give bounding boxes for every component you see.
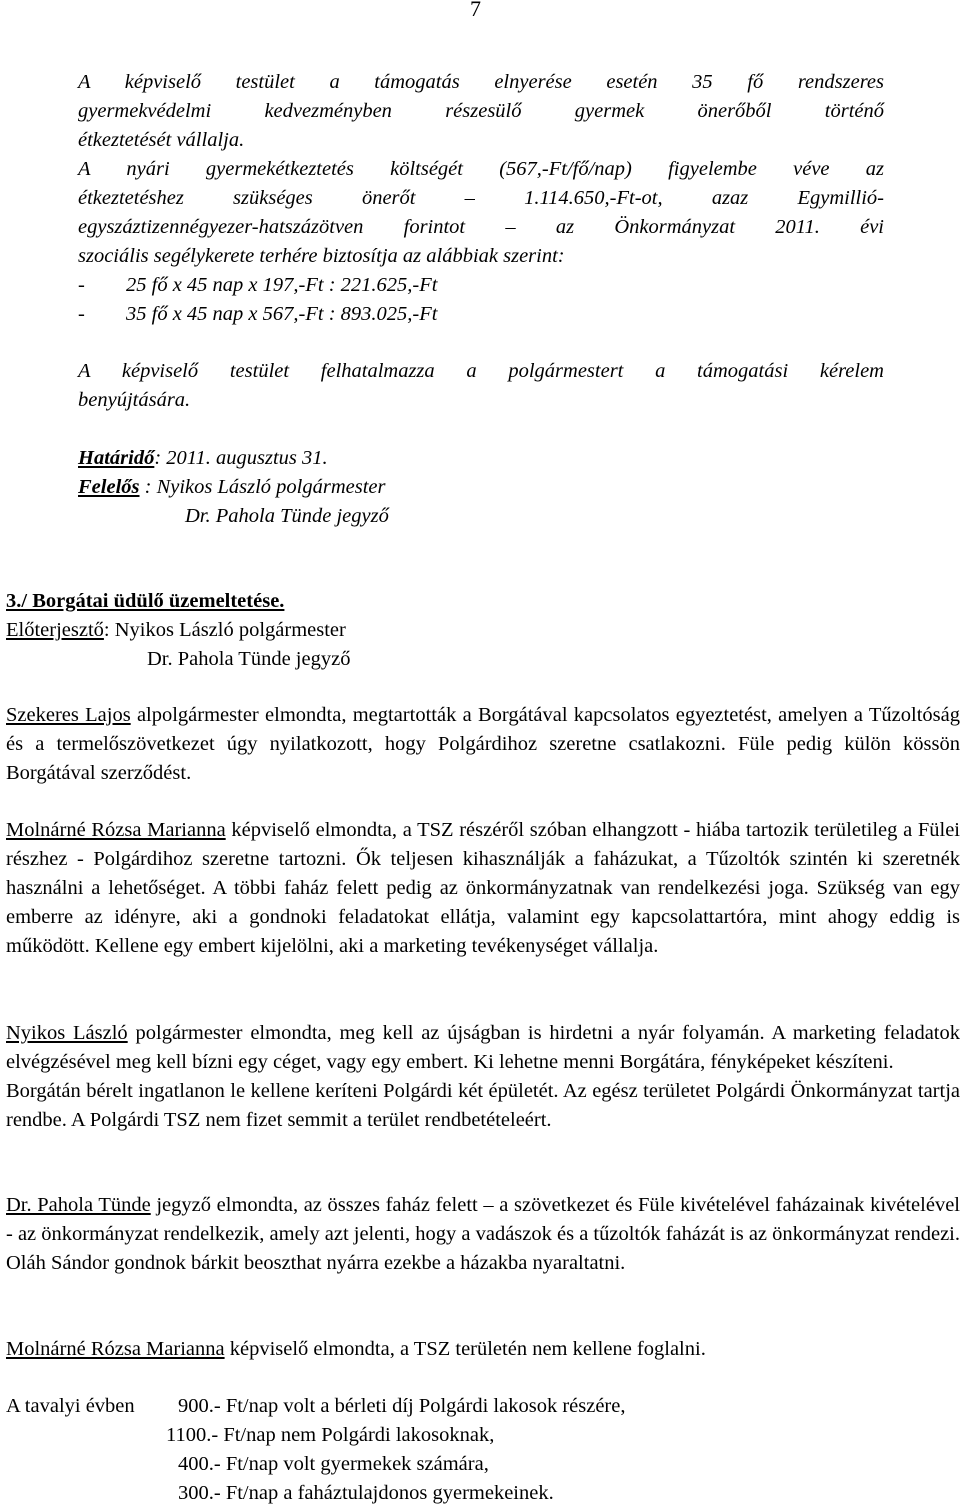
bullet-item	[78, 300, 437, 329]
resolution-line: étkeztetését vállalja.	[78, 129, 245, 151]
authorization-line: benyújtására.	[78, 389, 191, 411]
presenter	[6, 616, 346, 645]
speaker-name: Szekeres Lajos	[6, 704, 131, 726]
speaker-name: Molnárné Rózsa Marianna	[6, 819, 226, 841]
resolution-text	[78, 68, 884, 271]
resolution-line: egyszáztizennégyezer-hatszázötven forintot – az Önkormányzat 2011. évi	[78, 216, 884, 238]
deadline-value: : 2011. augusztus 31.	[154, 447, 328, 469]
bullet-dash: -	[78, 274, 85, 296]
paragraph-text: polgármester elmondta, meg kell az újságban is hirdetni a nyár folyamán. A marketing feladatok elvégzésével meg kell bízni egy céget, vagy egy embert. Ki lehetne menni Borgátára, fényképeket készíteni.	[6, 1022, 960, 1073]
speaker-name: Nyikos László	[6, 1022, 128, 1044]
responsible-label: Felelős	[78, 476, 140, 498]
page-number: 7	[470, 0, 481, 21]
resolution-line: A képviselő testület a támogatás elnyerése esetén 35 fő rendszeres	[78, 71, 884, 93]
paragraph-szekeres	[6, 701, 960, 788]
price-row: 1100.- Ft/nap nem Polgárdi lakosoknak,	[166, 1424, 495, 1446]
paragraph-molnarne	[6, 816, 960, 961]
presenter-label: Előterjesztő	[6, 619, 104, 641]
presenter-second: Dr. Pahola Tünde jegyző	[147, 648, 351, 670]
speaker-name: Molnárné Rózsa Marianna	[6, 1338, 225, 1360]
responsible-second: Dr. Pahola Tünde jegyző	[185, 505, 389, 527]
resolution-line: étkeztetéshez szükséges önerőt – 1.114.650,-Ft-ot, azaz Egymillió-	[78, 187, 884, 209]
paragraph-pahola	[6, 1191, 960, 1278]
price-row: 300.- Ft/nap a faháztulajdonos gyermekeinek.	[178, 1482, 554, 1504]
resolution-line: A nyári gyermekétkeztetés költségét (567,-Ft/fő/nap) figyelembe véve az	[78, 158, 884, 180]
paragraph-molnarne-2	[6, 1335, 960, 1364]
responsible	[78, 473, 386, 502]
resolution-line: gyermekvédelmi kedvezményben részesülő gyermek önerőből történő	[78, 100, 884, 122]
paragraph-nyikos	[6, 1019, 960, 1135]
paragraph-text: jegyző elmondta, az összes faház felett – a szövetkezet és Füle kivételével faházainak kivételével - az önkormányzat rendelkezik, amely azt jelenti, hogy a vadászok és a tűzoltók faházát is az önkormányzat rendezi. Oláh Sándor gondnok bárkit beoszthat nyárra ezekbe a házakba nyaraltatni.	[6, 1194, 960, 1274]
authorization-text	[78, 357, 884, 415]
paragraph-text: képviselő elmondta, a TSZ részéről szóban elhangzott - hiába tartozik területileg a Fülei részhez - Polgárdihoz szeretne tartozni. Ők teljesen kihasználják a faházukat, a Tűzoltók szintén ki szeretnék használni a lehetőséget. A többi faház felett pedig az önkormányzatnak van rendelkezési joga. Szükség van egy emberre az idényre, aki a gondnoki feladatokat ellátja, valamint egy kapcsolattartóra, mint ahogy eddig is működött. Kellene egy embert kijelölni, aki a marketing tevékenységet vállalja.	[6, 819, 960, 957]
price-row: 900.- Ft/nap volt a bérleti díj Polgárdi lakosok részére,	[178, 1395, 626, 1417]
responsible-value: : Nyikos László polgármester	[139, 476, 386, 498]
authorization-line: A képviselő testület felhatalmazza a polgármestert a támogatási kérelem	[78, 360, 884, 382]
presenter-value: : Nyikos László polgármester	[103, 619, 346, 641]
bullet-dash: -	[78, 303, 85, 325]
bullet-text: 35 fő x 45 nap x 567,-Ft : 893.025,-Ft	[126, 303, 438, 325]
bullet-item	[78, 271, 437, 300]
deadline	[78, 444, 328, 473]
paragraph-text: Borgátán bérelt ingatlanon le kellene keríteni Polgárdi két épületét. Az egész területet Polgárdi Önkormányzat tartja rendbe. A Polgárdi TSZ nem fizet semmit a terület rendbetételeért.	[6, 1080, 960, 1131]
agenda-title: 3./ Borgátai üdülő üzemeltetése.	[6, 590, 285, 612]
prices-intro: A tavalyi évben	[6, 1395, 135, 1417]
bullet-text: 25 fő x 45 nap x 197,-Ft : 221.625,-Ft	[126, 274, 438, 296]
paragraph-text: képviselő elmondta, a TSZ területén nem kellene foglalni.	[224, 1338, 706, 1360]
resolution-line: szociális segélykerete terhére biztosítja az alábbiak szerint:	[78, 245, 565, 267]
paragraph-text: alpolgármester elmondta, megtartották a Borgátával kapcsolatos egyeztetést, amelyen a Tűzoltóság és a termelőszövetkezet úgy nyilatkozott, hogy Polgárdihoz szeretne csatlakozni. Füle pedig külön kössön Borgátával szerződést.	[6, 704, 960, 784]
price-row: 400.- Ft/nap volt gyermekek számára,	[178, 1453, 489, 1475]
speaker-name: Dr. Pahola Tünde	[6, 1194, 151, 1216]
deadline-label: Határidő	[78, 447, 155, 469]
